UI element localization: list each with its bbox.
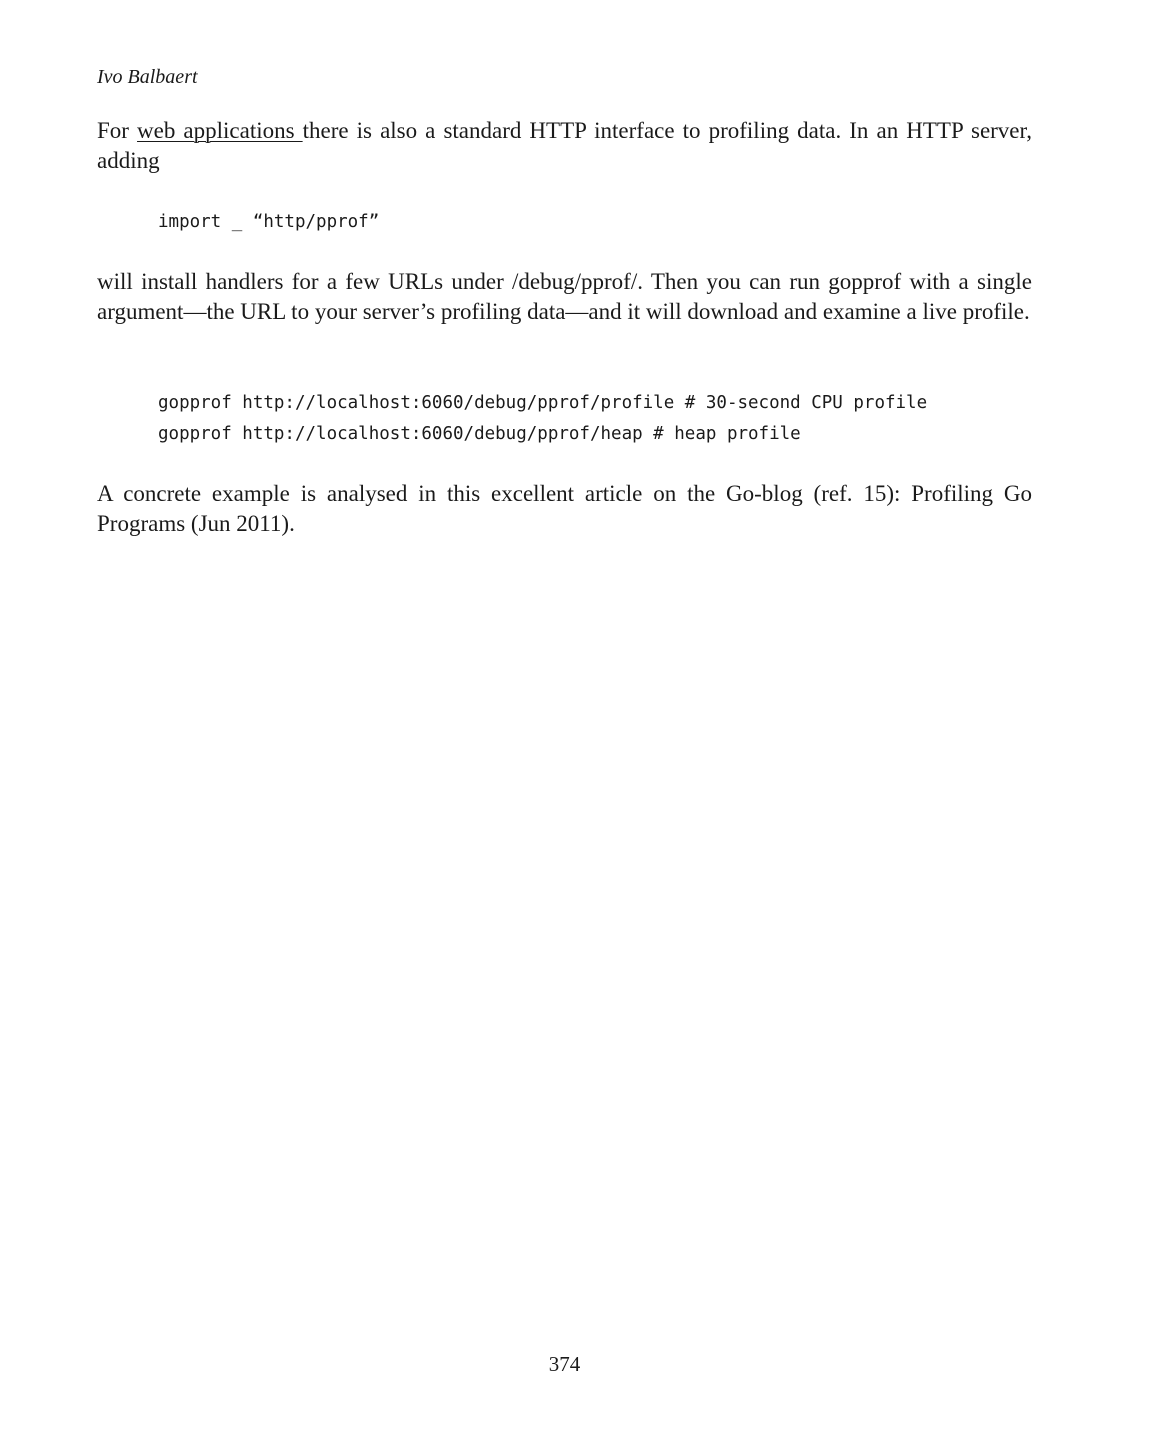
- web-applications-link[interactable]: web applications: [137, 118, 303, 143]
- code-line-import: import _ “http/pprof”: [158, 212, 380, 232]
- paragraph-text-after-link: there is also a standard HTTP interface to profiling data. In an HTTP server, adding: [97, 118, 1033, 173]
- code-block-import: [158, 207, 379, 238]
- book-page: [97, 0, 1032, 1440]
- code-line-cpu-profile: gopprof http://localhost:6060/debug/pprof/profile # 30-second CPU profile: [158, 393, 928, 413]
- paragraph-text-before-link: For: [97, 118, 138, 143]
- running-header-author: Ivo Balbaert: [97, 66, 198, 88]
- paragraph-concrete-example: A concrete example is analysed in this excellent article on the Go-blog (ref. 15): Profiling Go Programs (Jun 2011).: [97, 481, 1032, 536]
- code-line-heap-profile: gopprof http://localhost:6060/debug/pprof/heap # heap profile: [158, 424, 801, 444]
- paragraph-handlers: will install handlers for a few URLs under /debug/pprof/. Then you can run gopprof with a single argument—the URL to your server’s profiling data—and it will download and examine a live profile.: [97, 269, 1032, 324]
- page-number: 374: [548, 1352, 581, 1376]
- paragraph-web-applications: [97, 116, 1032, 176]
- code-block-gopprof: [158, 388, 927, 450]
